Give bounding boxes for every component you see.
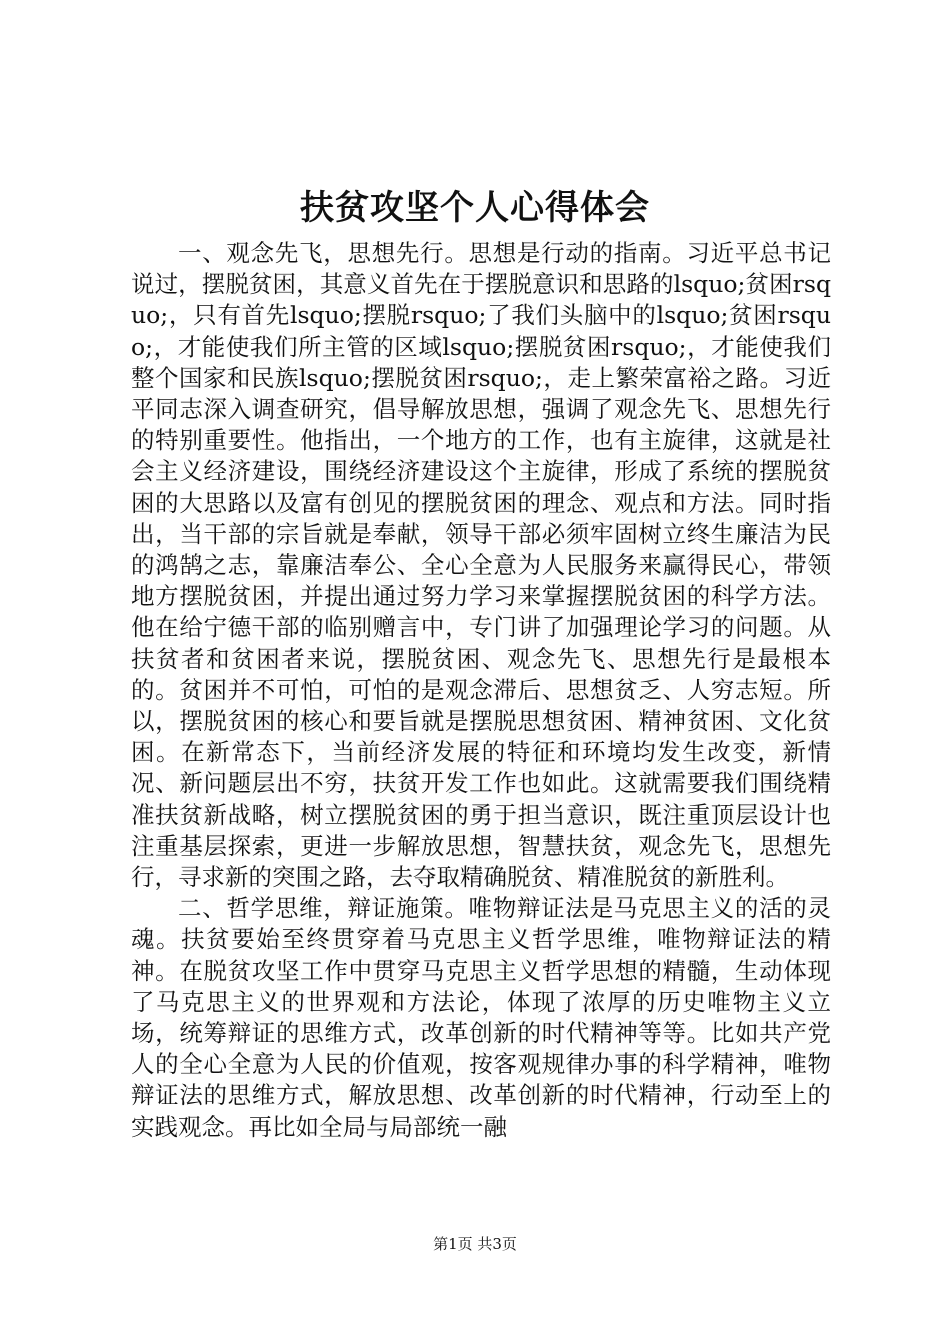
paragraph-2: 二、哲学思维，辩证施策。唯物辩证法是马克思主义的活的灵魂。扶贫要始至终贯穿着马克思主义哲学思维，唯物辩证法的精神。在脱贫攻坚工作中贯穿马克思主义哲学思想的精髓，生动体现了马克思主义的世界观和方法论，体现了浓厚的历史唯物主义立场，统筹辩证的思维方式，改革创新的时代精神等等。比如共产党人的全心全意为人民的价值观，按客观规律办事的科学精神，唯物辩证法的思维方式，解放思想、改革创新的时代精神，行动至上的实践观念。再比如全局与局部统一融 bbox=[131, 894, 831, 1141]
page-footer: 第1页 共3页 bbox=[433, 1235, 517, 1253]
document-title: 扶贫攻坚个人心得体会 bbox=[300, 188, 650, 228]
paragraph-1: 一、观念先飞，思想先行。思想是行动的指南。习近平总书记说过，摆脱贫困，其意义首先在于摆脱意识和思路的lsquo;贫困rsquo;，只有首先lsquo;摆脱rsquo;了我们头脑中的lsquo;贫困rsquo;，才能使我们所主管的区域lsquo;摆脱贫困rsquo;，才能使我们整个国家和民族lsquo;摆脱贫困rsquo;，走上繁荣富裕之路。习近平同志深入调查研究，倡导解放思想，强调了观念先飞、思想先行的特别重要性。他指出，一个地方的工作，也有主旋律，这就是社会主义经济建设，围绕经济建设这个主旋律，形成了系统的摆脱贫困的大思路以及富有创见的摆脱贫困的理念、观点和方法。同时指出，当干部的宗旨就是奉献，领导干部必须牢固树立终生廉洁为民的鸿鹄之志，靠廉洁奉公、全心全意为人民服务来赢得民心，带领地方摆脱贫困，并提出通过努力学习来掌握摆脱贫困的科学方法。他在给宁德干部的临别赠言中，专门讲了加强理论学习的问题。从扶贫者和贫困者来说，摆脱贫困、观念先飞、思想先行是最根本的。贫困并不可怕，可怕的是观念滞后、思想贫乏、人穷志短。所以，摆脱贫困的核心和要旨就是摆脱思想贫困、精神贫困、文化贫困。在新常态下，当前经济发展的特征和环境均发生改变，新情况、新问题层出不穷，扶贫开发工作也如此。这就需要我们围绕精准扶贫新战略，树立摆脱贫困的勇于担当意识，既注重顶层设计也注重基层探索，更进一步解放思想，智慧扶贫，观念先飞，思想先行，寻求新的突围之路，去夺取精确脱贫、精准脱贫的新胜利。 bbox=[131, 239, 831, 892]
document-body bbox=[131, 238, 831, 1143]
